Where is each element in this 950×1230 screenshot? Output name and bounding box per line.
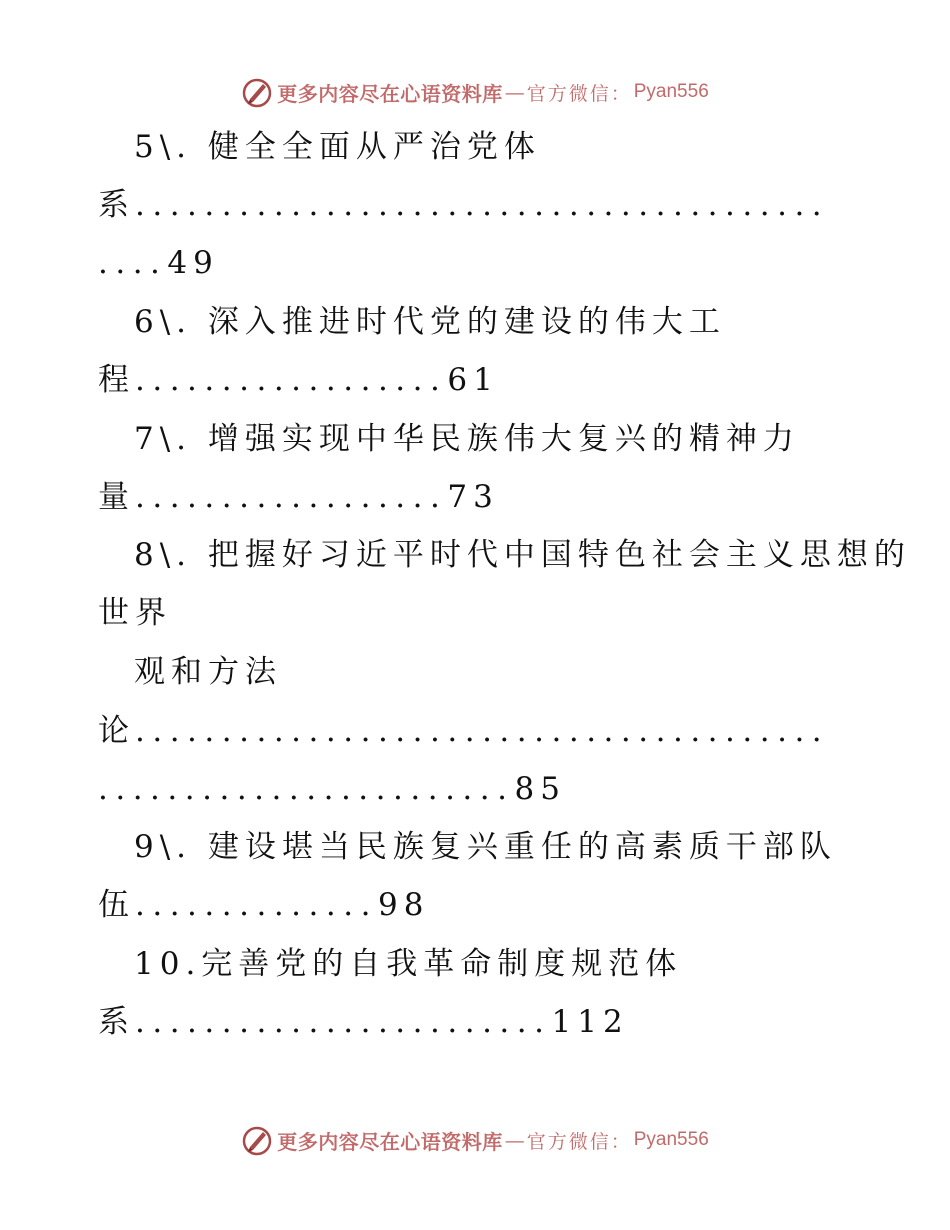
toc-entry-5-continuation[interactable]: 系........................................ — [98, 187, 830, 223]
banner-wechat-id: Pyan556 — [633, 1129, 709, 1150]
toc-entry-9-title[interactable]: 9\. 建设堪当民族复兴重任的高素质干部队 — [134, 829, 837, 865]
toc-entry-7-title[interactable]: 7\. 增强实现中华民族伟大复兴的精神力 — [134, 421, 800, 457]
toc-entry-8-title[interactable]: 8\. 把握好习近平时代中国特色社会主义思想的 — [134, 537, 911, 573]
toc-entry-9-page: 98 — [377, 887, 430, 923]
toc-entry-8-page: 85 — [514, 771, 566, 807]
toc-entry-5-page-line[interactable]: ....49 — [98, 245, 219, 281]
header-banner — [0, 72, 950, 112]
toc-entry-10-continuation[interactable]: 系........................112 — [98, 1004, 629, 1040]
banner-separator: — — [504, 1128, 525, 1152]
toc-entry-8-wrap-2[interactable]: 观和方法 — [134, 654, 282, 690]
toc-entry-9-continuation[interactable]: 伍..............98 — [98, 887, 430, 923]
toc-entry-7-page: 73 — [447, 479, 499, 515]
footer-banner — [0, 1120, 950, 1160]
banner-wechat-id: Pyan556 — [633, 81, 709, 102]
toc-entry-5-page: 49 — [167, 245, 219, 281]
toc-entry-10-page: 112 — [551, 1004, 629, 1040]
toc-entry-8-page-line[interactable]: ........................85 — [98, 771, 566, 807]
banner-title: 更多内容尽在心语资料库 — [277, 81, 503, 106]
toc-entry-6-continuation[interactable]: 程..................61 — [98, 362, 499, 398]
pen-logo-icon — [241, 1124, 273, 1156]
toc-entry-6-title[interactable]: 6\. 深入推进时代党的建设的伟大工 — [134, 304, 726, 340]
toc-entry-5-title[interactable]: 5\. 健全全面从严治党体 — [134, 129, 541, 165]
toc-entry-8-continuation[interactable]: 论........................................ — [98, 713, 830, 749]
pen-logo-icon — [241, 76, 273, 108]
toc-entry-8-wrap-1[interactable]: 世界 — [98, 595, 172, 631]
toc-entry-7-continuation[interactable]: 量..................73 — [98, 479, 499, 515]
toc-entry-10-title[interactable]: 10.完善党的自我革命制度规范体 — [134, 946, 683, 982]
banner-subtitle: 官方微信： — [526, 1130, 632, 1153]
toc-entry-6-page: 61 — [447, 362, 499, 398]
banner-separator: — — [504, 80, 525, 104]
banner-title: 更多内容尽在心语资料库 — [277, 1129, 503, 1154]
banner-subtitle: 官方微信： — [526, 82, 632, 105]
